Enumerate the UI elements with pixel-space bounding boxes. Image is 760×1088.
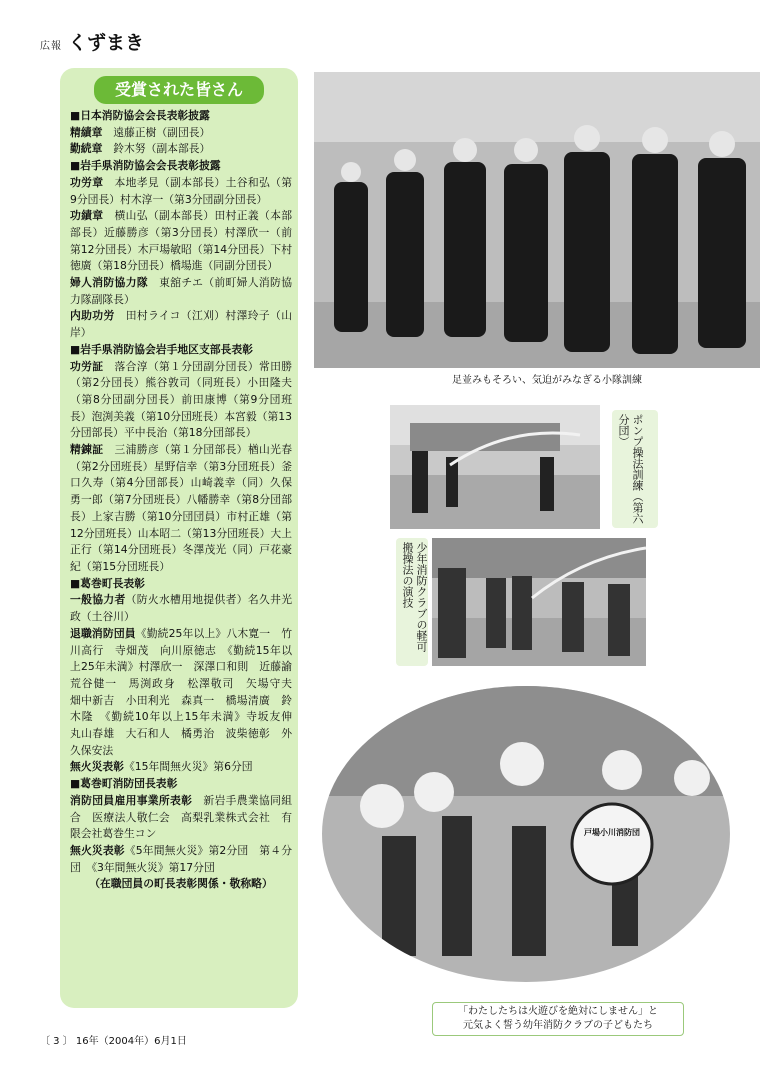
pump-caption: ポンプ操法訓練（第六分団） [617, 414, 644, 524]
award-entry [70, 793, 292, 843]
award-name: 功労章 [70, 175, 104, 189]
award-recipients: 《5年間無火災》第2分団 第４分団 《3年間無火災》第17分団 [70, 843, 292, 874]
award-entry [70, 175, 292, 208]
magazine-header [40, 28, 144, 55]
award-entry [70, 308, 292, 341]
award-name: 功績章 [70, 209, 104, 223]
award-entry [70, 141, 292, 158]
award-name: 精績章 [70, 125, 103, 139]
panel-footnote: （在職団員の町長表彰関係・敬称略） [89, 877, 273, 891]
award-recipients: 落合淳（第１分団副分団長）常田勝（第2分団長）熊谷敦司（同班長）小田隆夫（第8分団副分団長）前田康博（第9分団班長）泡渕美義（第10分団班長）本宮毅（第13分団部長）平中長治（第18分団部長） [70, 359, 293, 440]
section-heading: ■葛巻町長表彰 [70, 576, 145, 590]
award-recipients: 遠藤正樹（副団長） [113, 125, 211, 139]
award-recipients: 田村ライコ（江刈）村澤玲子（山岸） [70, 309, 292, 340]
bottom-caption-line1: 「わたしたちは火遊びを絶対にしません」と [458, 1006, 658, 1017]
award-entry [70, 442, 292, 576]
bottom-caption-line2: 元気よく誓う幼年消防クラブの子どもたち [463, 1020, 653, 1031]
award-recipients: 東舘チエ（前町婦人消防協力隊副隊長） [70, 276, 292, 306]
award-entry [70, 626, 303, 760]
award-name: 無火災表彰 [70, 760, 124, 774]
section-heading: ■岩手県消防協会岩手地区支部長表彰 [70, 342, 253, 356]
magazine-title: くずまき [68, 32, 145, 54]
panel-body [70, 108, 303, 893]
kindergarten-oath-photo [322, 686, 730, 982]
award-name: 退職消防団員 [70, 626, 136, 640]
award-recipients-panel [60, 68, 303, 1008]
award-recipients: 新岩手農業協同組合 医療法人敬仁会 高梨乳業株式会社 有限会社葛巻生コン [70, 793, 293, 841]
award-entry [70, 359, 292, 443]
award-name: 内助功労 [70, 309, 115, 323]
award-name: 勤続章 [70, 142, 103, 156]
award-name: 功労証 [70, 359, 104, 373]
junior-caption: 少年消防クラブの軽可搬操法の演技 [401, 542, 428, 652]
marching-caption: 足並みもそろい、気迫がみなぎる小隊訓練 [452, 375, 642, 386]
page-number: 〔 3 〕 [40, 1036, 73, 1047]
award-name: 精錬証 [70, 443, 104, 457]
header-label: 広報 [40, 41, 62, 52]
award-name: 無火災表彰 [70, 843, 125, 857]
award-recipients: 三浦勝彦（第１分団部長）楢山光春（第2分団班長）星野信幸（第3分団班長）釜口久寿（第4分団部長）山崎義幸（同）久保勇一郎（第7分団班長）八幡勝幸（第8分団部長）上家吉勝（第10分団団員）市村正雄（第12分団班長）山本昭二（第13分団班長）大上正行（第14分団班長）冬澤茂光（同）戸花豪紀（第15分団班長） [70, 443, 293, 573]
section-heading: ■日本消防協会会長表彰披露 [70, 109, 210, 122]
award-recipients: 本地孝見（副本部長）土谷和弘（第9分団長）村木淳一（第3分団副分団長） [70, 175, 293, 206]
drum-label: 戸場小川消防団 [584, 828, 640, 837]
issue-date: 16年（2004年）6月1日 [75, 1036, 187, 1047]
award-name: 婦人消防協力隊 [70, 276, 148, 290]
award-entry [70, 843, 292, 876]
award-entry [70, 759, 292, 776]
award-entry [70, 592, 292, 625]
award-name: 一般協力者 [70, 593, 126, 607]
marching-drill-photo [314, 72, 760, 368]
junior-club-photo [432, 538, 646, 666]
section-heading: ■葛巻町消防団長表彰 [70, 777, 178, 791]
award-name: 消防団員雇用事業所表彰 [70, 793, 193, 807]
award-recipients: 鈴木努（副本部長） [113, 142, 211, 156]
section-heading: ■岩手県消防協会会長表彰披露 [70, 159, 221, 173]
bottom-caption [432, 1002, 684, 1036]
award-recipients: 《勤続25年以上》八木寛一 竹川高行 寺畑茂 向川原徳志 《勤続15年以上25年未満》村澤欣一 深澤口和則 近藤諭 荒谷健一 馬渕政身 松澤敬司 矢場守夫 畑中新吉 小田利光 森真一 橋場清廣 鈴木隆 《勤続10年以上15年未満》寺坂友伸 丸山春雄 大石和人 橘勇治 波柴徳彰 外久保安法 [70, 626, 303, 757]
page-footer [40, 1032, 187, 1047]
award-entry [70, 208, 292, 275]
pump-drill-photo [390, 405, 600, 529]
award-entry [70, 125, 292, 142]
award-recipients: 横山弘（副本部長）田村正義（本部部長）近藤勝彦（第3分団長）村澤欣一（前第12分団長）木戸場敏昭（第14分団長）下村徳廣（第18分団長）橋場進（同副分団長） [70, 209, 293, 273]
panel-title: 受賞された皆さん [94, 76, 264, 104]
award-recipients: 《15年間無火災》第6分団 [123, 760, 253, 774]
award-recipients: （防火水槽用地提供者）名久井光政（土谷川） [70, 593, 293, 624]
award-entry [70, 275, 292, 308]
